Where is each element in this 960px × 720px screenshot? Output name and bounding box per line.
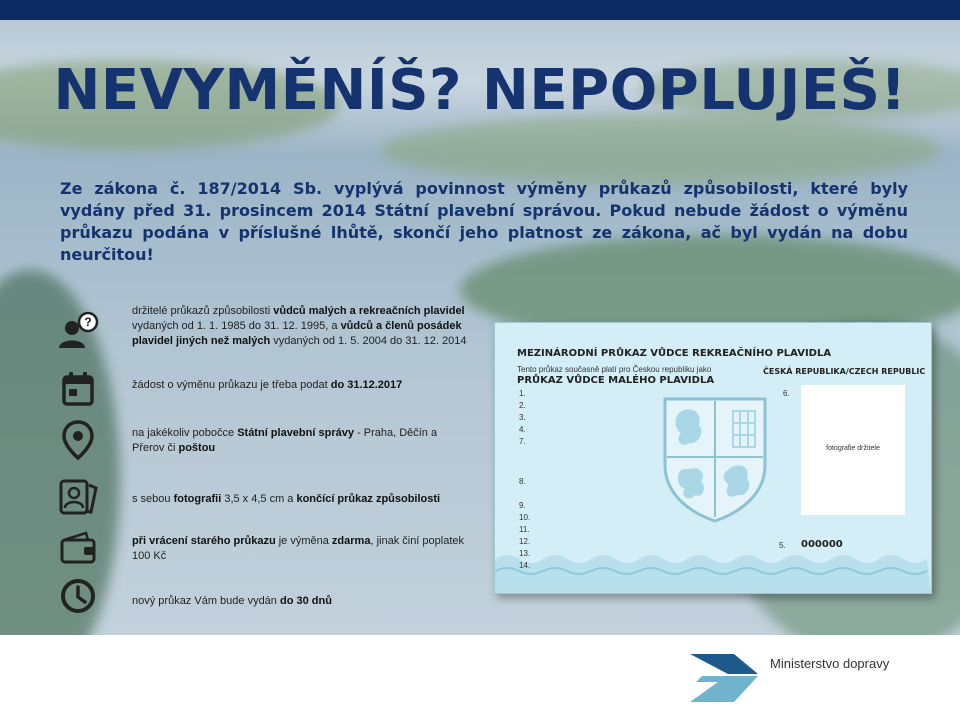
list-item-segment: nový průkaz Vám bude vydán (132, 595, 280, 607)
list-item-emphasis: poštou (178, 442, 216, 454)
list-item-segment: , jinak činí poplatek 100 Kč (132, 535, 465, 562)
list-item-text (132, 426, 472, 456)
list-item-segment: žádost o výměnu průkazu je třeba podat (132, 379, 331, 391)
card-field-number: 1. (519, 389, 526, 398)
card-field-number: 13. (519, 549, 531, 558)
list-item-segment: je výměna (275, 535, 332, 547)
list-item-segment: vydaných od 1. 5. 2004 do 31. 12. 2014 (270, 335, 467, 347)
card-field-number: 14. (519, 561, 531, 570)
card-type: PRŮKAZ VŮDCE MALÉHO PLAVIDLA (517, 375, 715, 386)
wallet-icon (56, 526, 100, 570)
list-item-text (132, 492, 472, 507)
list-item-segment: s sebou (132, 493, 174, 505)
card-country: ČESKÁ REPUBLIKA/CZECH REPUBLIC (763, 367, 926, 376)
ministry-name: Ministerstvo dopravy (770, 656, 890, 671)
page-title: NEVYMĚNÍŠ? NEPOPLUJEŠ! (53, 58, 907, 123)
card-field-number: 12. (519, 537, 531, 546)
card-heading: MEZINÁRODNÍ PRŮKAZ VŮDCE REKREAČNÍHO PLAVIDLA (517, 348, 832, 359)
person-question-icon (56, 310, 100, 354)
card-subheading: Tento průkaz současně platí pro Českou republiku jako (517, 365, 712, 374)
photo-id-icon (56, 474, 100, 518)
list-item-segment: držitelé průkazů způsobilosti (132, 305, 274, 317)
list-item-emphasis: fotografii (173, 493, 222, 505)
list-item-delivery (56, 574, 476, 614)
list-item-holders (56, 305, 476, 366)
ministry-logo-icon (688, 652, 762, 704)
list-item-emphasis: do 30 dnů (279, 595, 332, 607)
clock-icon (56, 574, 100, 618)
czech-coat-of-arms-icon (659, 395, 771, 523)
licence-card-image (494, 322, 932, 594)
list-item-text (132, 594, 472, 609)
list-item-text (132, 534, 472, 564)
card-field-number: 3. (519, 413, 526, 422)
card-photo-placeholder (801, 385, 905, 515)
list-item-emphasis: zdarma (331, 535, 371, 547)
card-field-6: 6. (783, 389, 790, 398)
location-pin-icon (56, 418, 100, 462)
list-item-segment: 3,5 x 4,5 cm a (221, 493, 297, 505)
card-field-number: 7. (519, 437, 526, 446)
list-item-emphasis: vůdců malých a rekreačních plavidel (273, 305, 465, 317)
card-field-number: 11. (519, 525, 530, 534)
calendar-icon (56, 368, 100, 412)
list-item-photo (56, 474, 476, 514)
list-item-emphasis: do 31.12.2017 (330, 379, 403, 391)
list-item-segment: vydaných od 1. 1. 1985 do 31. 12. 1995, a (132, 320, 341, 332)
card-field-5: 5. (779, 541, 786, 550)
card-photo-label: fotografie držitele (826, 445, 880, 452)
footer-area (0, 635, 960, 720)
card-field-number: 9. (519, 501, 526, 510)
list-item-location (56, 418, 476, 458)
list-item-text (132, 378, 472, 393)
card-field-number: 8. (519, 477, 526, 486)
card-field-number: 10. (519, 513, 531, 522)
list-item-emphasis: končící průkaz způsobilosti (296, 493, 441, 505)
list-item-emphasis: Státní plavební správy (237, 427, 354, 439)
list-item-emphasis: při vrácení starého průkazu (132, 535, 276, 547)
intro-paragraph: Ze zákona č. 187/2014 Sb. vyplývá povinnost výměny průkazů způsobilosti, které byly vydány před 31. prosincem 2014 Státní plavební správou. Pokud nebude žádost o výměnu průkazu podána v příslušné lhůtě, skončí jeho platnost ze zákona, ač byl vydán na dobu neurčitou! (60, 179, 908, 264)
list-item-text (132, 304, 472, 349)
card-field-number: 4. (519, 425, 526, 434)
list-item-deadline (56, 368, 476, 404)
svg-text:?: ? (84, 315, 92, 329)
list-item-segment: na jakékoliv pobočce (132, 427, 238, 439)
list-item-segment: - Praha, Děčín a Přerov či (132, 427, 438, 454)
top-bar (0, 0, 960, 20)
list-item-emphasis: vůdců a členů posádek plavidel jiných než malých (132, 320, 462, 347)
card-serial-number: 000000 (801, 539, 843, 550)
card-field-number: 2. (519, 401, 526, 410)
list-item-fee (56, 526, 476, 566)
